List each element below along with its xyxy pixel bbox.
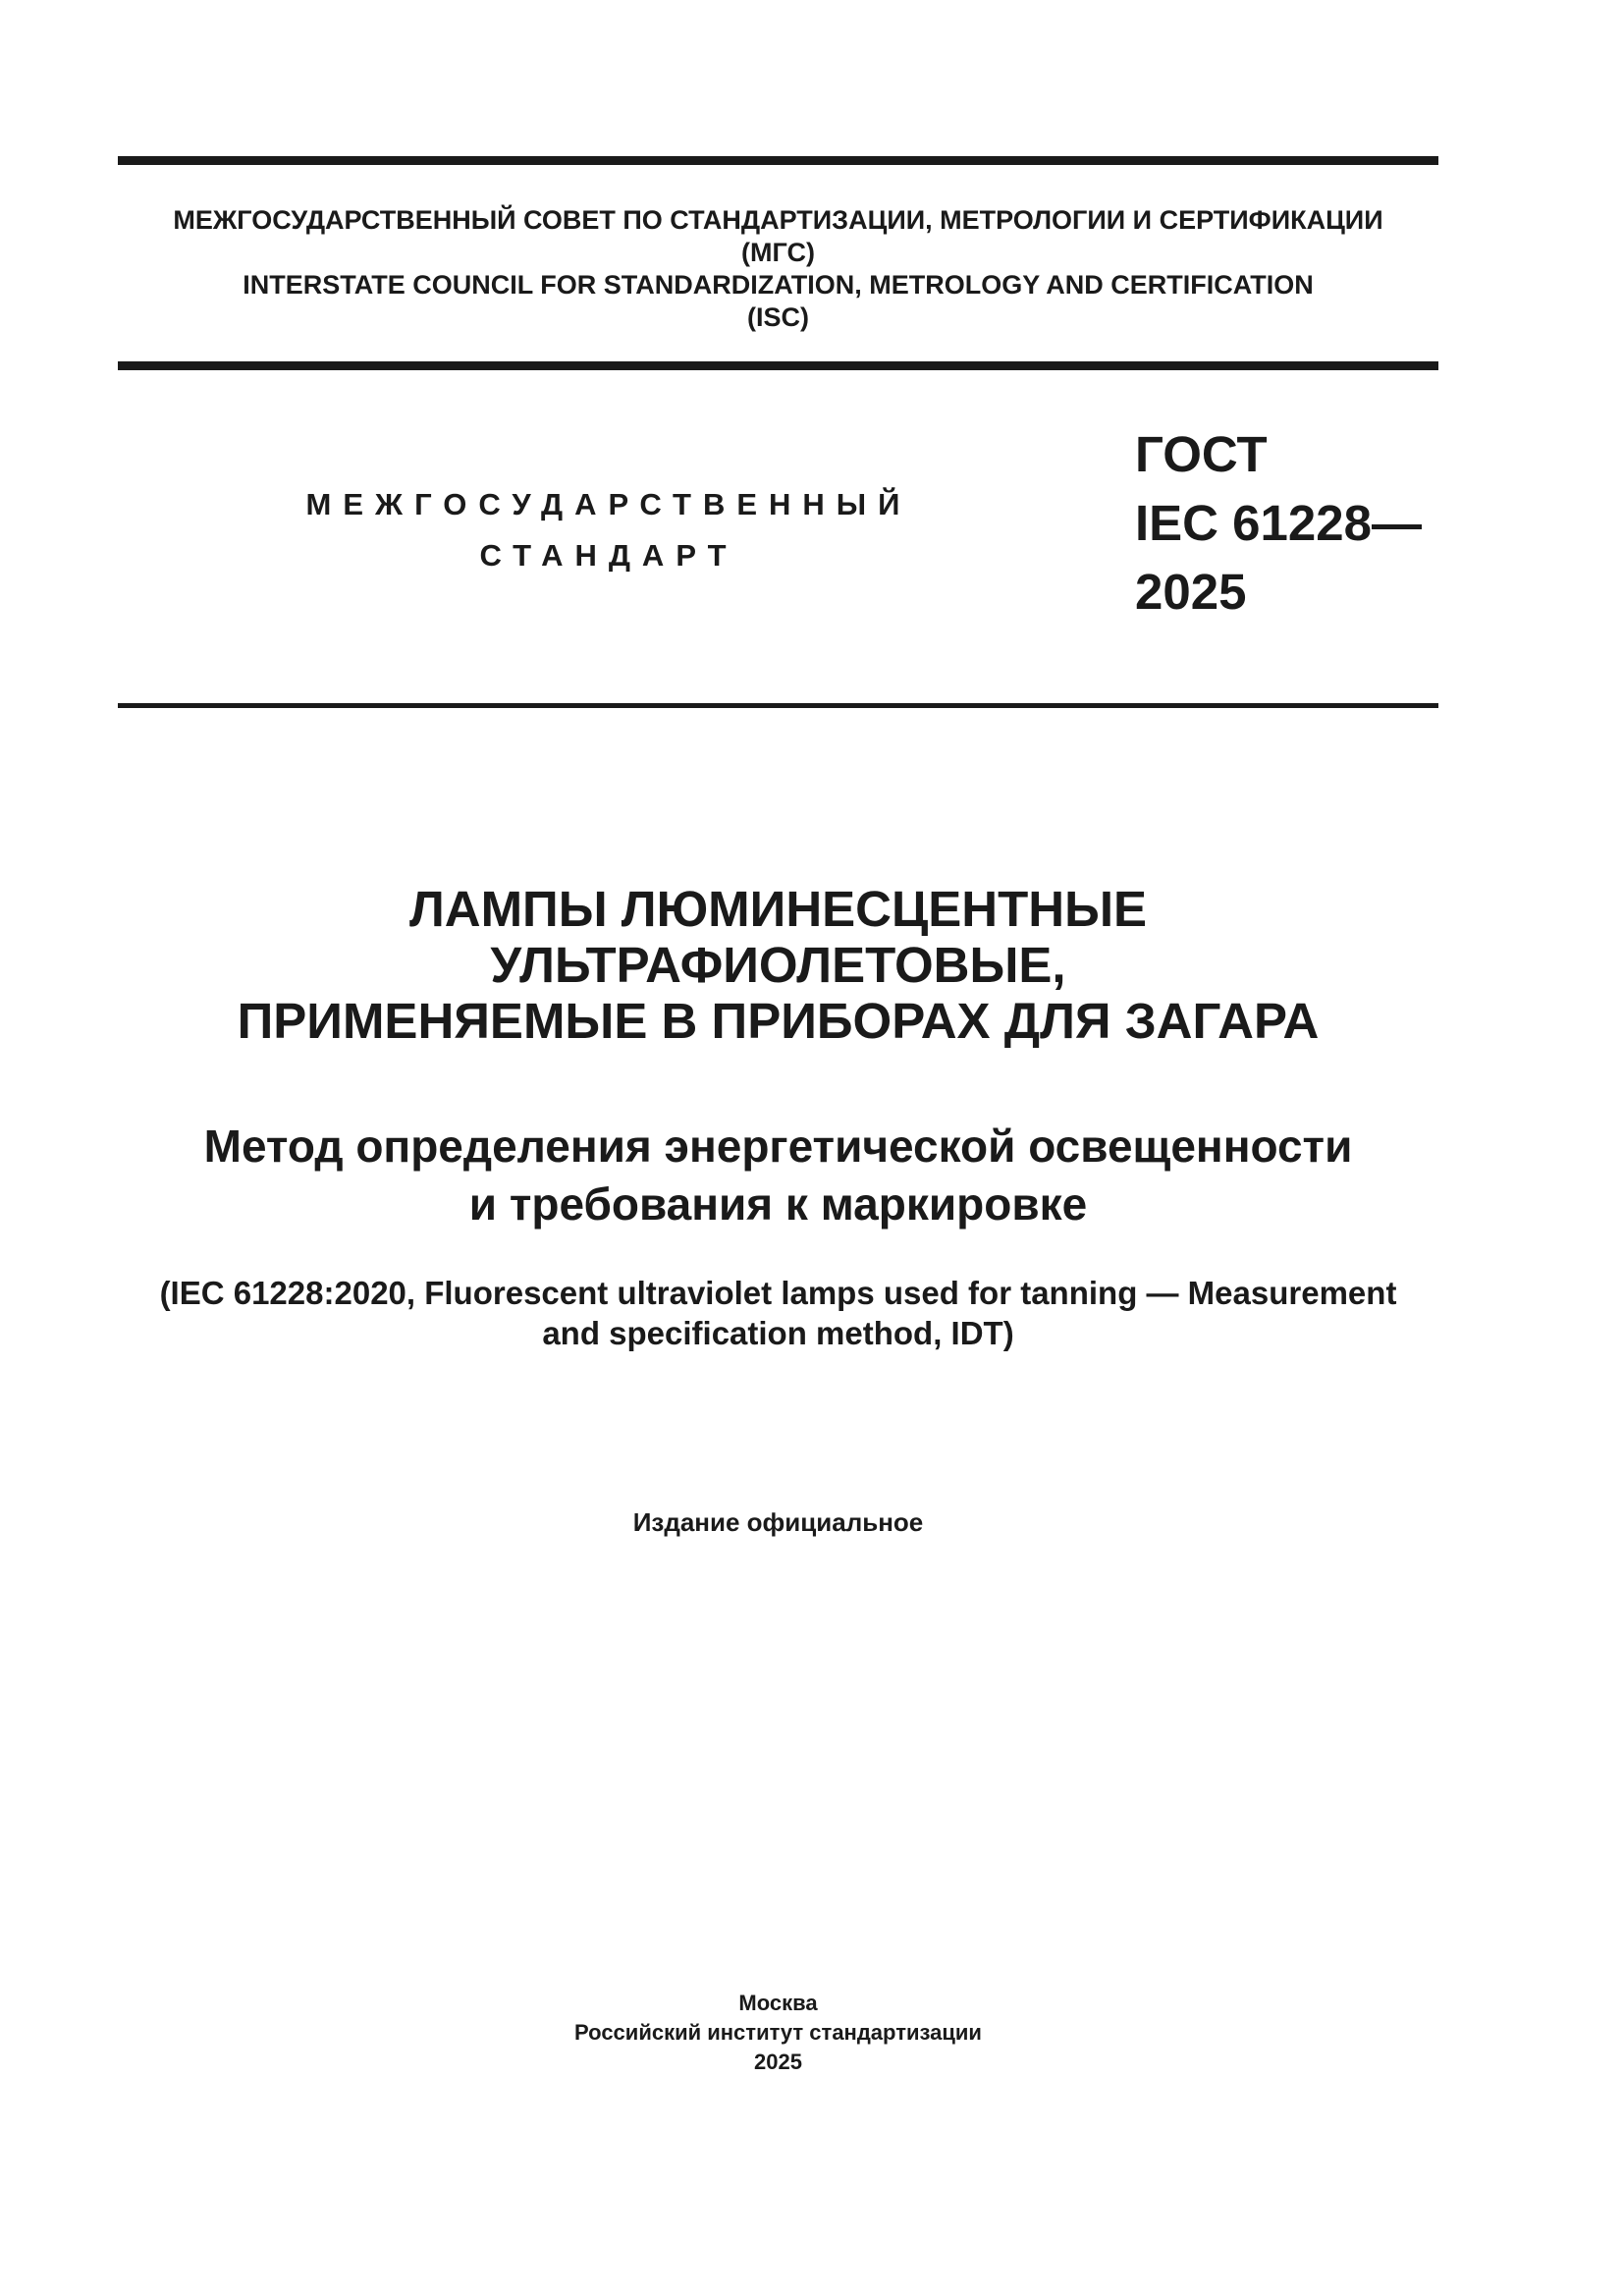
council-abbr-ru: (МГС) bbox=[741, 238, 815, 267]
standard-designation bbox=[1135, 420, 1422, 627]
council-name-en: INTERSTATE COUNCIL FOR STANDARDIZATION, METROLOGY AND CERTIFICATION bbox=[243, 270, 1314, 300]
subtitle-line2: и требования к маркировке bbox=[468, 1178, 1088, 1230]
council-abbr-en: (ISC) bbox=[747, 302, 809, 332]
subtitle-line1: Метод определения энергетической освещенности bbox=[203, 1121, 1353, 1172]
intl-ref-line2: and specification method, IDT) bbox=[542, 1315, 1014, 1351]
title-line1: ЛАМПЫ ЛЮМИНЕСЦЕНТНЫЕ bbox=[408, 881, 1148, 937]
intl-ref-line1: (IEC 61228:2020, Fluorescent ultraviolet lamps used for tanning — Measurement bbox=[159, 1275, 1397, 1311]
title-line3: ПРИМЕНЯЕМЫЕ В ПРИБОРАХ ДЛЯ ЗАГАРА bbox=[237, 993, 1320, 1049]
imprint-year: 2025 bbox=[754, 2050, 802, 2074]
international-reference bbox=[118, 1273, 1438, 1353]
designation-line1: ГОСТ bbox=[1135, 426, 1268, 482]
designation-divider bbox=[118, 703, 1438, 708]
standard-type-line1: МЕЖГОСУДАРСТВЕННЫЙ bbox=[305, 487, 912, 521]
header-divider bbox=[118, 361, 1438, 370]
designation-line3: 2025 bbox=[1135, 564, 1247, 620]
imprint-publisher: Российский институт стандартизации bbox=[574, 2020, 982, 2045]
imprint bbox=[118, 1989, 1438, 2077]
council-header bbox=[118, 204, 1438, 334]
edition-label: Издание официальное bbox=[632, 1507, 924, 1537]
document-title bbox=[118, 881, 1438, 1049]
standard-type-line2: СТАНДАРТ bbox=[479, 538, 738, 573]
document-subtitle bbox=[118, 1118, 1438, 1233]
imprint-city: Москва bbox=[738, 1991, 818, 2015]
standard-type bbox=[236, 479, 982, 581]
council-name-ru: МЕЖГОСУДАРСТВЕННЫЙ СОВЕТ ПО СТАНДАРТИЗАЦИИ, МЕТРОЛОГИИ И СЕРТИФИКАЦИИ bbox=[173, 205, 1383, 235]
title-line2: УЛЬТРАФИОЛЕТОВЫЕ, bbox=[490, 937, 1066, 993]
top-divider bbox=[118, 156, 1438, 165]
designation-line2: IEC 61228— bbox=[1135, 495, 1423, 551]
